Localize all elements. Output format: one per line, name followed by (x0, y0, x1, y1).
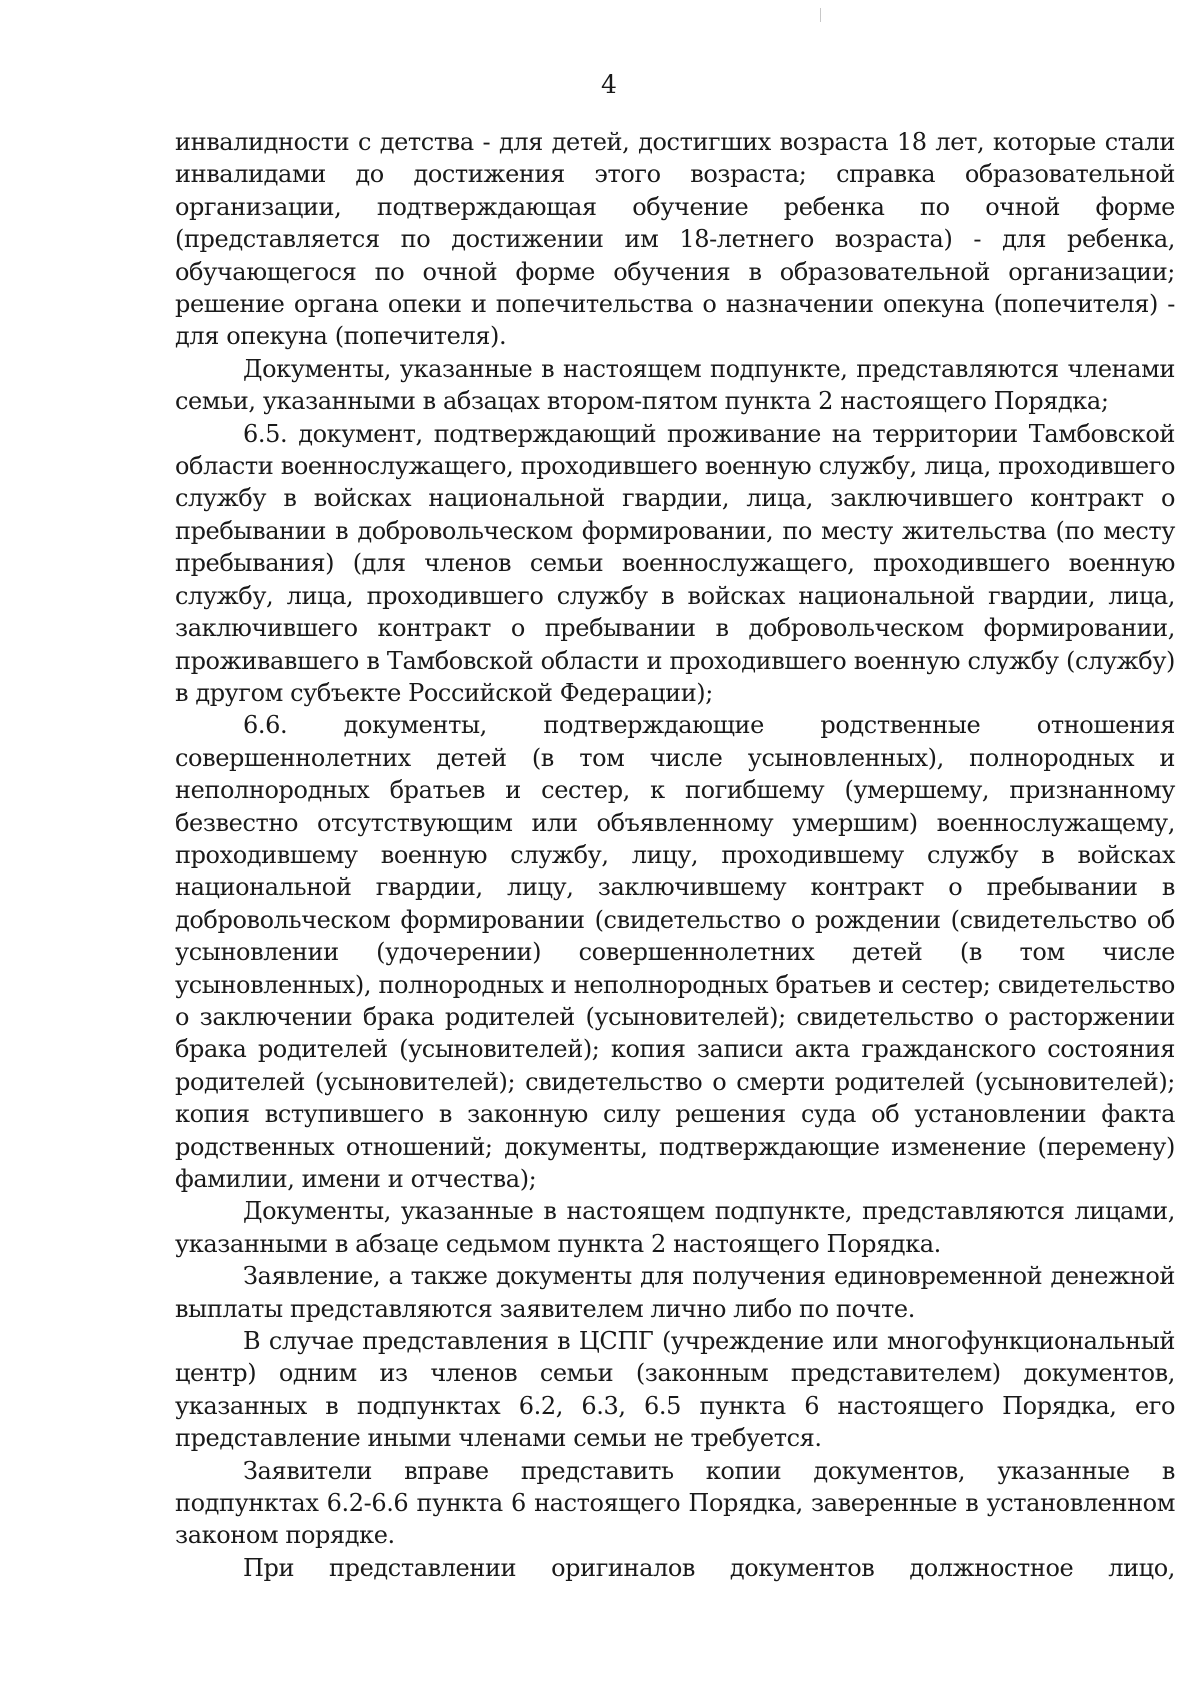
paragraph-item-6-6: 6.6. документы, подтверждающие родственные отношения совершеннолетних детей (в том числе усыновленных), полнородных и неполнородных братьев и сестер, к погибшему (умершему, признанному безвестно отсутствующим или объявленному умершим) военнослужащему, проходившему военную службу, лицу, проходившему службу в войсках национальной гвардии, лицу, заключившему контракт о пребывании в добровольческом формировании (свидетельство о рождении (свидетельство об усыновлении (удочерении) совершеннолетних детей (в том числе усыновленных), полнородных и неполнородных братьев и сестер; свидетельство о заключении брака родителей (усыновителей); свидетельство о расторжении брака родителей (усыновителей); копия записи акта гражданского состояния родителей (усыновителей); свидетельство о смерти родителей (усыновителей); копия вступившего в законную силу решения суда об установлении факта родственных отношений; документы, подтверждающие изменение (перемену) фамилии, имени и отчества); (175, 711, 1175, 1193)
document-body (175, 126, 1175, 1584)
paragraph-disability-documents: инвалидности с детства - для детей, достигших возраста 18 лет, которые стали инвалидами до достижения этого возраста; справка образовательной организации, подтверждающая обучение ребенка по очной форме (представляется по достижении им 18-летнего возраста) - для ребенка, обучающегося по очной форме обучения в образовательной организации; решение органа опеки и попечительства о назначении опекуна (попечителя) - для опекуна (попечителя). (175, 128, 1175, 351)
paragraph-persons-note: Документы, указанные в настоящем подпункте, представляются лицами, указанными в абзаце седьмом пункта 2 настоящего Порядка. (175, 1197, 1175, 1258)
scan-artifact-line (820, 8, 821, 22)
paragraph-cspg-submission: В случае представления в ЦСПГ (учреждение или многофункциональный центр) одним из членов семьи (законным представителем) документов, указанных в подпунктах 6.2, 6.3, 6.5 пункта 6 настоящего Порядка, его представление иными членами семьи не требуется. (175, 1327, 1175, 1453)
paragraph-item-6-5: 6.5. документ, подтверждающий проживание на территории Тамбовской области военнослужащего, проходившего военную службу, лица, проходившего службу в войсках национальной гвардии, лица, заключившего контракт о пребывании в добровольческом формировании, по месту жительства (по месту пребывания) (для членов семьи военнослужащего, проходившего военную службу, лица, проходившего службу в войсках национальной гвардии, лица, заключившего контракт о пребывании в добровольческом формировании, проживавшего в Тамбовской области и проходившего военную службу (службу) в другом субъекте Российской Федерации); (175, 419, 1175, 707)
paragraph-family-members-note: Документы, указанные в настоящем подпункте, представляются членами семьи, указанными в абзацах втором-пятом пункта 2 настоящего Порядка; (175, 354, 1175, 416)
page-number: 4 (601, 70, 617, 99)
paragraph-originals: При представлении оригиналов документов должностное лицо, (243, 1553, 1175, 1582)
paragraph-application-submission: Заявление, а также документы для получения единовременной денежной выплаты представляются заявителем лично либо по почте. (175, 1262, 1175, 1323)
paragraph-copies: Заявители вправе представить копии документов, указанные в подпунктах 6.2-6.6 пункта 6 настоящего Порядка, заверенные в установленном законом порядке. (175, 1456, 1175, 1550)
